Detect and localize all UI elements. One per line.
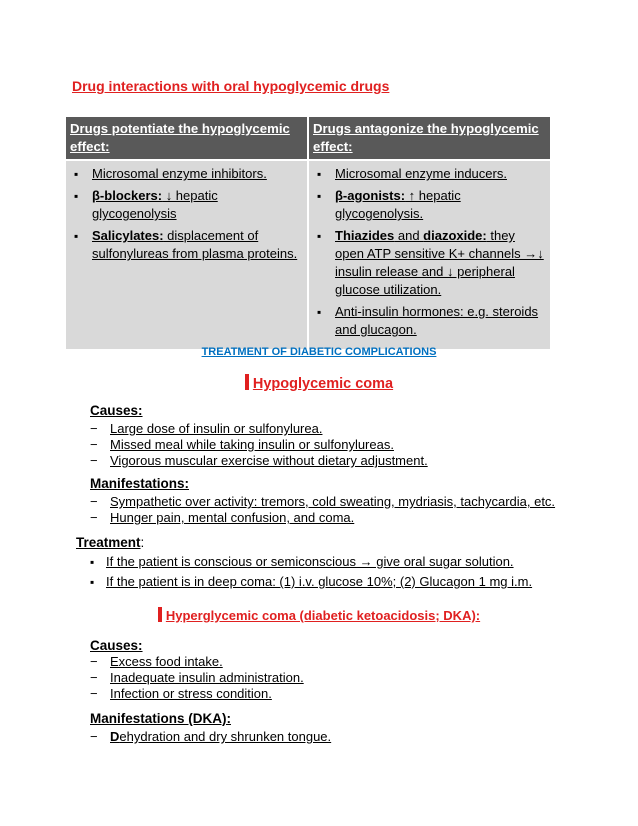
hypo-manifest-label: Manifestations: — [90, 476, 190, 491]
hypo-causes-label: Causes: — [90, 403, 143, 418]
section-title: TREATMENT OF DIABETIC COMPLICATIONS — [201, 346, 437, 358]
treatment-label: Treatment: — [76, 535, 145, 550]
list-item: − Inadequate insulin administration. — [90, 670, 590, 686]
list-item: ▪ If the patient is conscious or semiconscious → give oral sugar solution. — [84, 552, 604, 572]
potentiate-cell — [66, 160, 308, 349]
treatment-list — [84, 552, 604, 592]
list-item: ▪ β-agonists: ↑ hepatic glycogenolysis. — [313, 187, 546, 223]
list-item: ▪ Salicylates: displacement of sulfonylureas from plasma proteins. — [70, 227, 303, 263]
list-item: ▪ Anti-insulin hormones: e.g. steroids and glucagon. — [313, 303, 546, 339]
antagonize-header: Drugs antagonize the hypoglycemic effect: — [308, 117, 550, 160]
potentiate-header: Drugs potentiate the hypoglycemic effect: — [66, 117, 308, 160]
hypo-causes-list — [90, 421, 590, 469]
list-item: ▪ Thiazides and diazoxide: they open ATP sensitive K+ channels →↓ insulin release and ↓ peripheral glucose utilization. — [313, 227, 546, 299]
list-item: − Vigorous muscular exercise without dietary adjustment. — [90, 453, 590, 469]
list-item: − Excess food intake. — [90, 654, 590, 670]
list-item: − Large dose of insulin or sulfonylurea. — [90, 421, 590, 437]
hyper-causes-label: Causes: — [90, 638, 143, 653]
list-item: − Dehydration and dry shrunken tongue. — [90, 729, 590, 745]
list-item: ▪ If the patient is in deep coma: (1) i.v. glucose 10%; (2) Glucagon 1 mg i.m. — [84, 572, 604, 592]
list-item: ▪ β-blockers: ↓ hepatic glycogenolysis — [70, 187, 303, 223]
list-item: − Missed meal while taking insulin or sulfonylureas. — [90, 437, 590, 453]
hypo-manifest-list — [90, 494, 610, 526]
red-bar-icon — [245, 374, 249, 390]
hyper-manifest-label: Manifestations (DKA): — [90, 711, 231, 726]
hyperglycemic-coma-heading: Hyperglycemic coma (diabetic ketoacidosis; DKA): — [0, 607, 638, 623]
antagonize-cell — [308, 160, 550, 349]
list-item: − Sympathetic over activity: tremors, cold sweating, mydriasis, tachycardia, etc. — [90, 494, 610, 510]
red-bar-icon — [158, 607, 162, 622]
page-title: Drug interactions with oral hypoglycemic drugs — [72, 78, 390, 94]
hyper-manifest-list — [90, 729, 590, 745]
list-item: − Hunger pain, mental confusion, and coma. — [90, 510, 610, 526]
list-item: ▪ Microsomal enzyme inducers. — [313, 165, 546, 183]
list-item: − Infection or stress condition. — [90, 686, 590, 702]
drug-interaction-table — [66, 117, 550, 349]
list-item: ▪ Microsomal enzyme inhibitors. — [70, 165, 303, 183]
hyper-causes-list — [90, 654, 590, 702]
hypoglycemic-coma-heading: Hypoglycemic coma — [0, 374, 638, 392]
